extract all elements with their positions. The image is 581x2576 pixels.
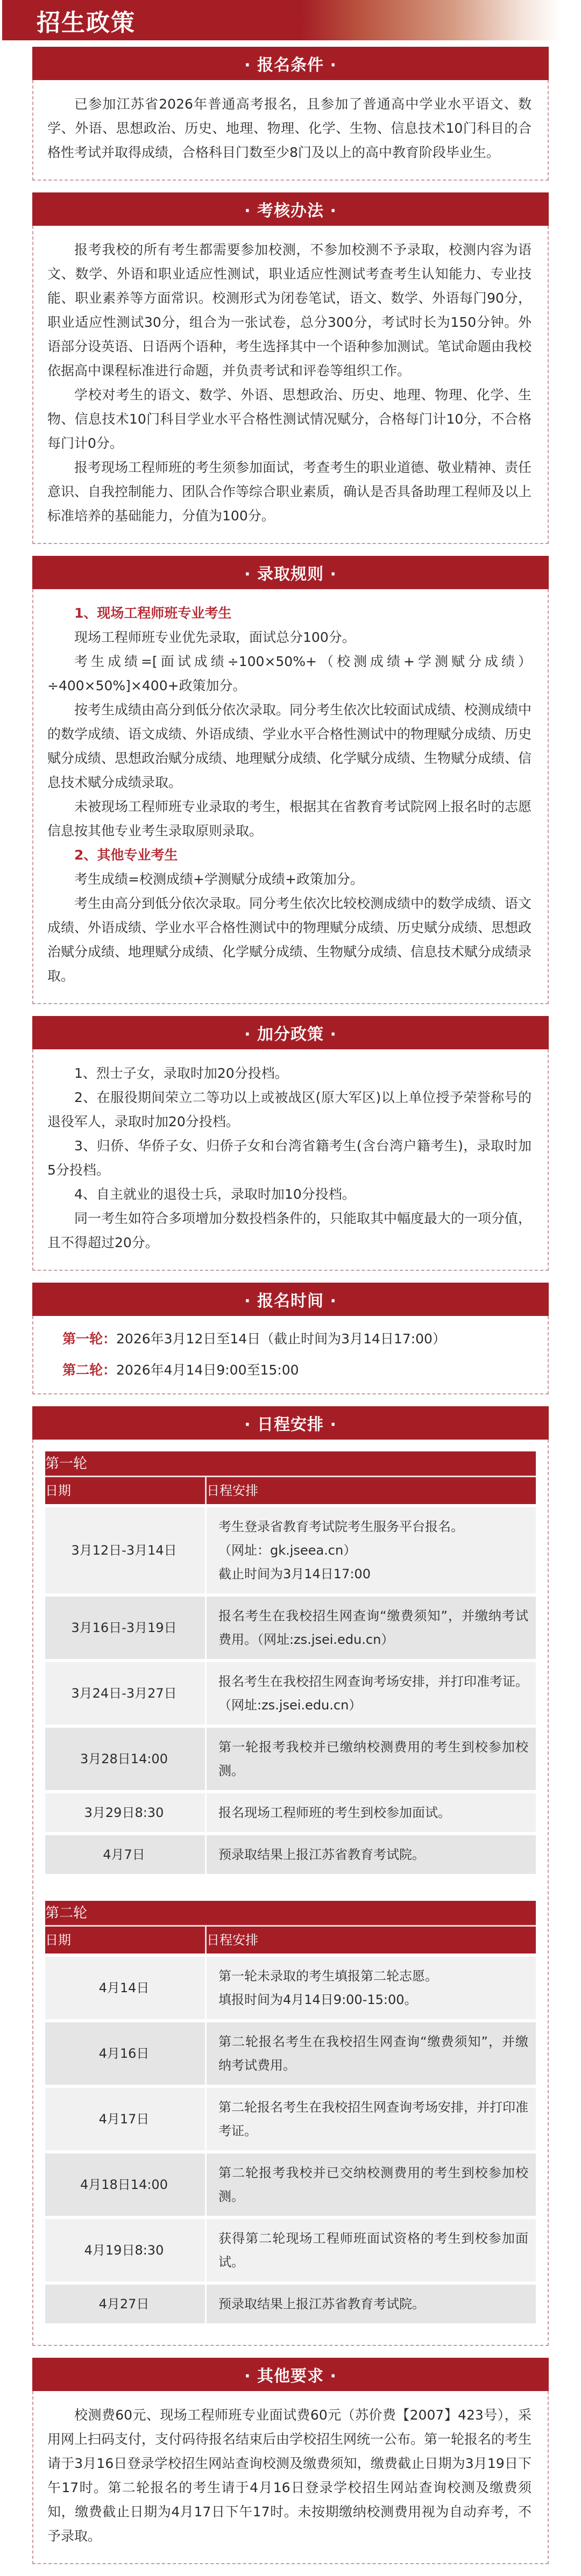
page-title: 招生政策 — [37, 9, 136, 37]
round-second — [47, 1355, 532, 1386]
cell-date: 4月27日 — [45, 2281, 207, 2323]
cell-task: 第二轮报考我校并已交纳校测费用的考生到校参加校测。 — [207, 2150, 536, 2216]
section-header: · 录取规则 · — [32, 556, 549, 589]
column-header-date: 日期 — [45, 1927, 207, 1954]
paragraph: 同一考生如符合多项增加分数投档条件的，只能取其中幅度最大的一项分值，且不得超过20分。 — [47, 1211, 532, 1250]
paragraph: 校测费60元、现场工程师班专业面试费60元（苏价费【2007】423号），采用网上扫码支付，支付码待报名结束后由学校招生网统一公布。第一轮报名的考生请于3月16日登录学校招生网站查询校测及缴费须知，缴费截止日期为3月19日下午17时。第二轮报名的考生请于4月16日登录学校招生网站查询校测及缴费须知，缴费截止日期为4月17日下午17时。未按期缴纳校测费用视为自动弃考，不予录取。 — [47, 2407, 532, 2544]
paragraph: 报考现场工程师班的考生须参加面试，考查考生的职业道德、敬业精神、责任意识、自我控制能力、团队合作等综合职业素质，确认是否具备助理工程师及以上标准培养的基础能力，分值为100分。 — [47, 460, 532, 524]
task-text: 第一轮未录取的考生填报第二轮志愿。 — [218, 1969, 438, 1984]
cell-task — [207, 1954, 536, 2019]
table-row — [45, 1504, 536, 1593]
cell-task: 报名现场工程师班的考生到校参加面试。 — [207, 1790, 536, 1832]
section-body — [32, 226, 549, 544]
formula: 考生成绩=校测成绩+学测赋分成绩+政策加分。 — [74, 871, 364, 887]
subsection-title: 1、现场工程师班专业考生 — [74, 605, 232, 621]
table-row — [45, 2281, 536, 2323]
subsection-title: 2、其他专业考生 — [74, 847, 178, 863]
table-row — [45, 1954, 536, 2019]
round-first — [47, 1323, 532, 1355]
paragraph: 未被现场工程师班专业录取的考生，根据其在省教育考试院网上报名时的志愿信息按其他专业考生录取原则录取。 — [47, 799, 532, 839]
column-header-task: 日程安排 — [207, 1927, 536, 1954]
table-row — [45, 1659, 536, 1725]
table-row — [45, 2019, 536, 2085]
task-text: 考生登录省教育考试院考生服务平台报名。 — [218, 1519, 464, 1534]
round-heading: 第二轮 — [45, 1901, 536, 1927]
cell-date: 4月17日 — [45, 2085, 207, 2150]
cell-date: 3月29日8:30 — [45, 1790, 207, 1832]
cell-task: 第一轮报考我校并已缴纳校测费用的考生到校参加校测。 — [207, 1725, 536, 1790]
cell-date: 3月24日-3月27日 — [45, 1659, 207, 1725]
cell-date: 3月16日-3月19日 — [45, 1593, 207, 1659]
list-item: 3、归侨、华侨子女、归侨子女和台湾省籍考生(含台湾户籍考生)，录取时加5分投档。 — [47, 1138, 532, 1178]
section-body — [32, 2391, 549, 2564]
section-body — [32, 1316, 549, 1394]
section-header: · 报名时间 · — [32, 1283, 549, 1316]
schedule-table-round-1 — [45, 1451, 536, 1874]
cell-task: 预录取结果上报江苏省教育考试院。 — [207, 2281, 536, 2323]
cell-task — [207, 1504, 536, 1593]
table-row — [45, 1593, 536, 1659]
task-time: 填报时间为4月14日9:00-15:00。 — [218, 1992, 417, 2007]
column-header-task: 日程安排 — [207, 1477, 536, 1504]
section-requirements — [32, 47, 549, 181]
cell-task: 第二轮报名考生在我校招生网查询考场安排，并打印准考证。 — [207, 2085, 536, 2150]
cell-task: 预录取结果上报江苏省教育考试院。 — [207, 1832, 536, 1874]
cell-task: 报名考生在我校招生网查询考场安排，并打印准考证。（网址:zs.jsei.edu.cn） — [207, 1659, 536, 1725]
section-body — [32, 80, 549, 181]
round-label: 第二轮： — [62, 1362, 117, 1378]
table-row — [45, 1832, 536, 1874]
cell-date: 4月14日 — [45, 1954, 207, 2019]
cell-task: 获得第二轮现场工程师班面试资格的考生到校参加面试。 — [207, 2216, 536, 2281]
paragraph: 现场工程师班专业优先录取，面试总分100分。 — [74, 629, 356, 645]
table-row — [45, 2150, 536, 2216]
section-schedule — [32, 1406, 549, 2346]
section-body — [32, 1049, 549, 1271]
cell-task: 第二轮报名考生在我校招生网查询“缴费须知”，并缴纳考试费用。 — [207, 2019, 536, 2085]
cell-date: 4月7日 — [45, 1832, 207, 1874]
task-deadline: 截止时间为3月14日17:00 — [218, 1566, 371, 1582]
paragraph: 按考生成绩由高分到低分依次录取。同分考生依次比较面试成绩、校测成绩中的数学成绩、语文成绩、外语成绩、学业水平合格性测试中的物理赋分成绩、历史赋分成绩、思想政治赋分成绩、地理赋分成绩、化学赋分成绩、生物赋分成绩、信息技术赋分成绩录取。 — [47, 702, 532, 790]
cell-date: 3月12日-3月14日 — [45, 1504, 207, 1593]
column-header-date: 日期 — [45, 1477, 207, 1504]
section-header: · 报名条件 · — [32, 47, 549, 80]
table-row — [45, 1725, 536, 1790]
section-header: · 日程安排 · — [32, 1406, 549, 1440]
table-row — [45, 1790, 536, 1832]
cell-date: 3月28日14:00 — [45, 1725, 207, 1790]
section-header: · 考核办法 · — [32, 192, 549, 226]
page-banner — [2, 0, 579, 40]
section-admission — [32, 556, 549, 1004]
cell-task: 报名考生在我校招生网查询“缴费须知”，并缴纳考试费用。（网址:zs.jsei.edu.cn） — [207, 1593, 536, 1659]
section-header: · 加分政策 · — [32, 1016, 549, 1049]
section-other — [32, 2358, 549, 2564]
cell-date: 4月16日 — [45, 2019, 207, 2085]
table-row — [45, 2085, 536, 2150]
cell-date: 4月19日8:30 — [45, 2216, 207, 2281]
schedule-table-round-2 — [45, 1901, 536, 2323]
paragraph: 学校对考生的语文、数学、外语、思想政治、历史、地理、物理、化学、生物、信息技术10门科目学业水平合格性测试情况赋分，合格每门计10分，不合格每门计0分。 — [47, 387, 532, 451]
paragraph: 已参加江苏省2026年普通高考报名，且参加了普通高中学业水平语文、数学、外语、思想政治、历史、地理、物理、化学、生物、信息技术10门科目的合格性考试并取得成绩，合格科目门数至少8门及以上的高中教育阶段毕业生。 — [47, 96, 532, 160]
table-row — [45, 2216, 536, 2281]
list-item: 2、在服役期间荣立二等功以上或被战区(原大军区)以上单位授予荣誉称号的退役军人，录取时加20分投档。 — [47, 1090, 532, 1129]
cell-date: 4月18日14:00 — [45, 2150, 207, 2216]
section-body — [32, 1440, 549, 2346]
section-assessment — [32, 192, 549, 544]
section-registration — [32, 1283, 549, 1394]
paragraph: 报考我校的所有考生都需要参加校测，不参加校测不予录取，校测内容为语文、数学、外语和职业适应性测试，职业适应性测试考查考生认知能力、专业技能、职业素养等方面常识。校测形式为闭卷笔试，语文、数学、外语每门90分，职业适应性测试30分，组合为一张试卷，总分300分，考试时长为150分钟。外语部分设英语、日语两个语种，考生选择其中一个语种参加测试。笔试命题由我校依据高中课程标准进行命题，并负责考试和评卷等组织工作。 — [47, 242, 532, 378]
paragraph: 考生由高分到低分依次录取。同分考生依次比较校测成绩中的数学成绩、语文成绩、外语成绩、学业水平合格性测试中的物理赋分成绩、历史赋分成绩、思想政治赋分成绩、地理赋分成绩、化学赋分成绩、生物赋分成绩、信息技术赋分成绩录取。 — [47, 896, 532, 984]
list-item: 1、烈士子女，录取时加20分投档。 — [74, 1065, 288, 1081]
section-body — [32, 589, 549, 1004]
list-item: 4、自主就业的退役士兵，录取时加10分投档。 — [74, 1186, 356, 1202]
task-url: （网址：gk.jseea.cn） — [218, 1543, 357, 1558]
round-value: 2026年4月14日9:00至15:00 — [116, 1362, 299, 1378]
round-heading: 第一轮 — [45, 1451, 536, 1477]
section-header: · 其他要求 · — [32, 2358, 549, 2391]
formula: 考生成绩=[面试成绩÷100×50%+（校测成绩+学测赋分成绩）÷400×50%]×400+政策加分。 — [47, 654, 532, 693]
round-value: 2026年3月12日至14日（截止时间为3月14日17:00） — [116, 1331, 446, 1347]
section-bonus — [32, 1016, 549, 1271]
round-label: 第一轮： — [62, 1331, 117, 1347]
